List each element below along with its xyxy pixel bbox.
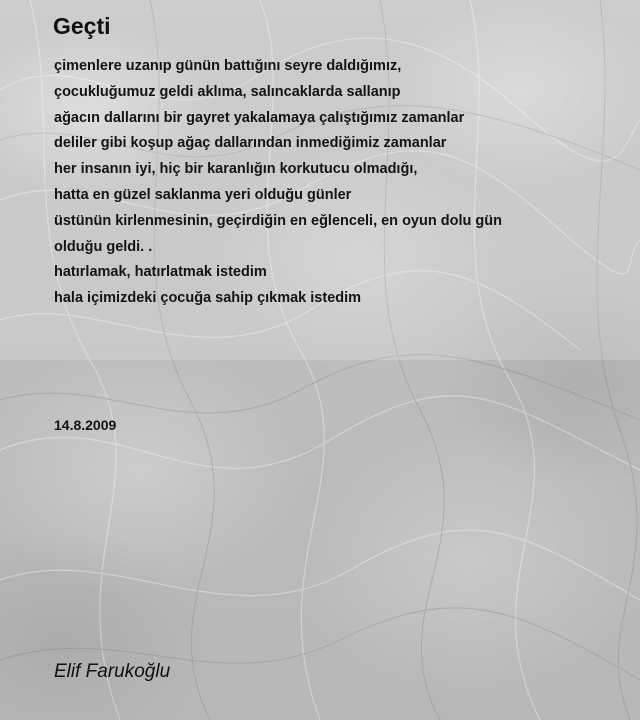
poem-title: Geçti — [53, 13, 111, 39]
poem-body — [54, 54, 502, 312]
poem-line: çimenlere uzanıp günün battığını seyre daldığımız, — [54, 58, 402, 74]
poem-date: 14.8.2009 — [54, 417, 117, 433]
poem-line: çocukluğumuz geldi aklıma, salıncaklarda sallanıp — [54, 83, 401, 100]
poem-line: olduğu geldi. . — [54, 238, 153, 255]
poem-line: her insanın iyi, hiç bir karanlığın korkutucu olmadığı, — [54, 161, 418, 178]
poem-line: üstünün kirlenmesinin, geçirdiğin en eğlenceli, en oyun dolu gün — [54, 212, 502, 229]
poem-line: ağacın dallarını bir gayret yakalamaya çalıştığımız zamanlar — [54, 109, 465, 126]
poem-line: deliler gibi koşup ağaç dallarından inmediğimiz zamanlar — [54, 135, 447, 152]
poem-line: hala içimizdeki çocuğa sahip çıkmak istedim — [54, 290, 362, 307]
poem-author: Elif Farukoğlu — [54, 661, 171, 682]
poem-line: hatta en güzel saklanma yeri olduğu günler — [54, 186, 352, 203]
poem-line: hatırlamak, hatırlatmak istedim — [54, 264, 267, 281]
